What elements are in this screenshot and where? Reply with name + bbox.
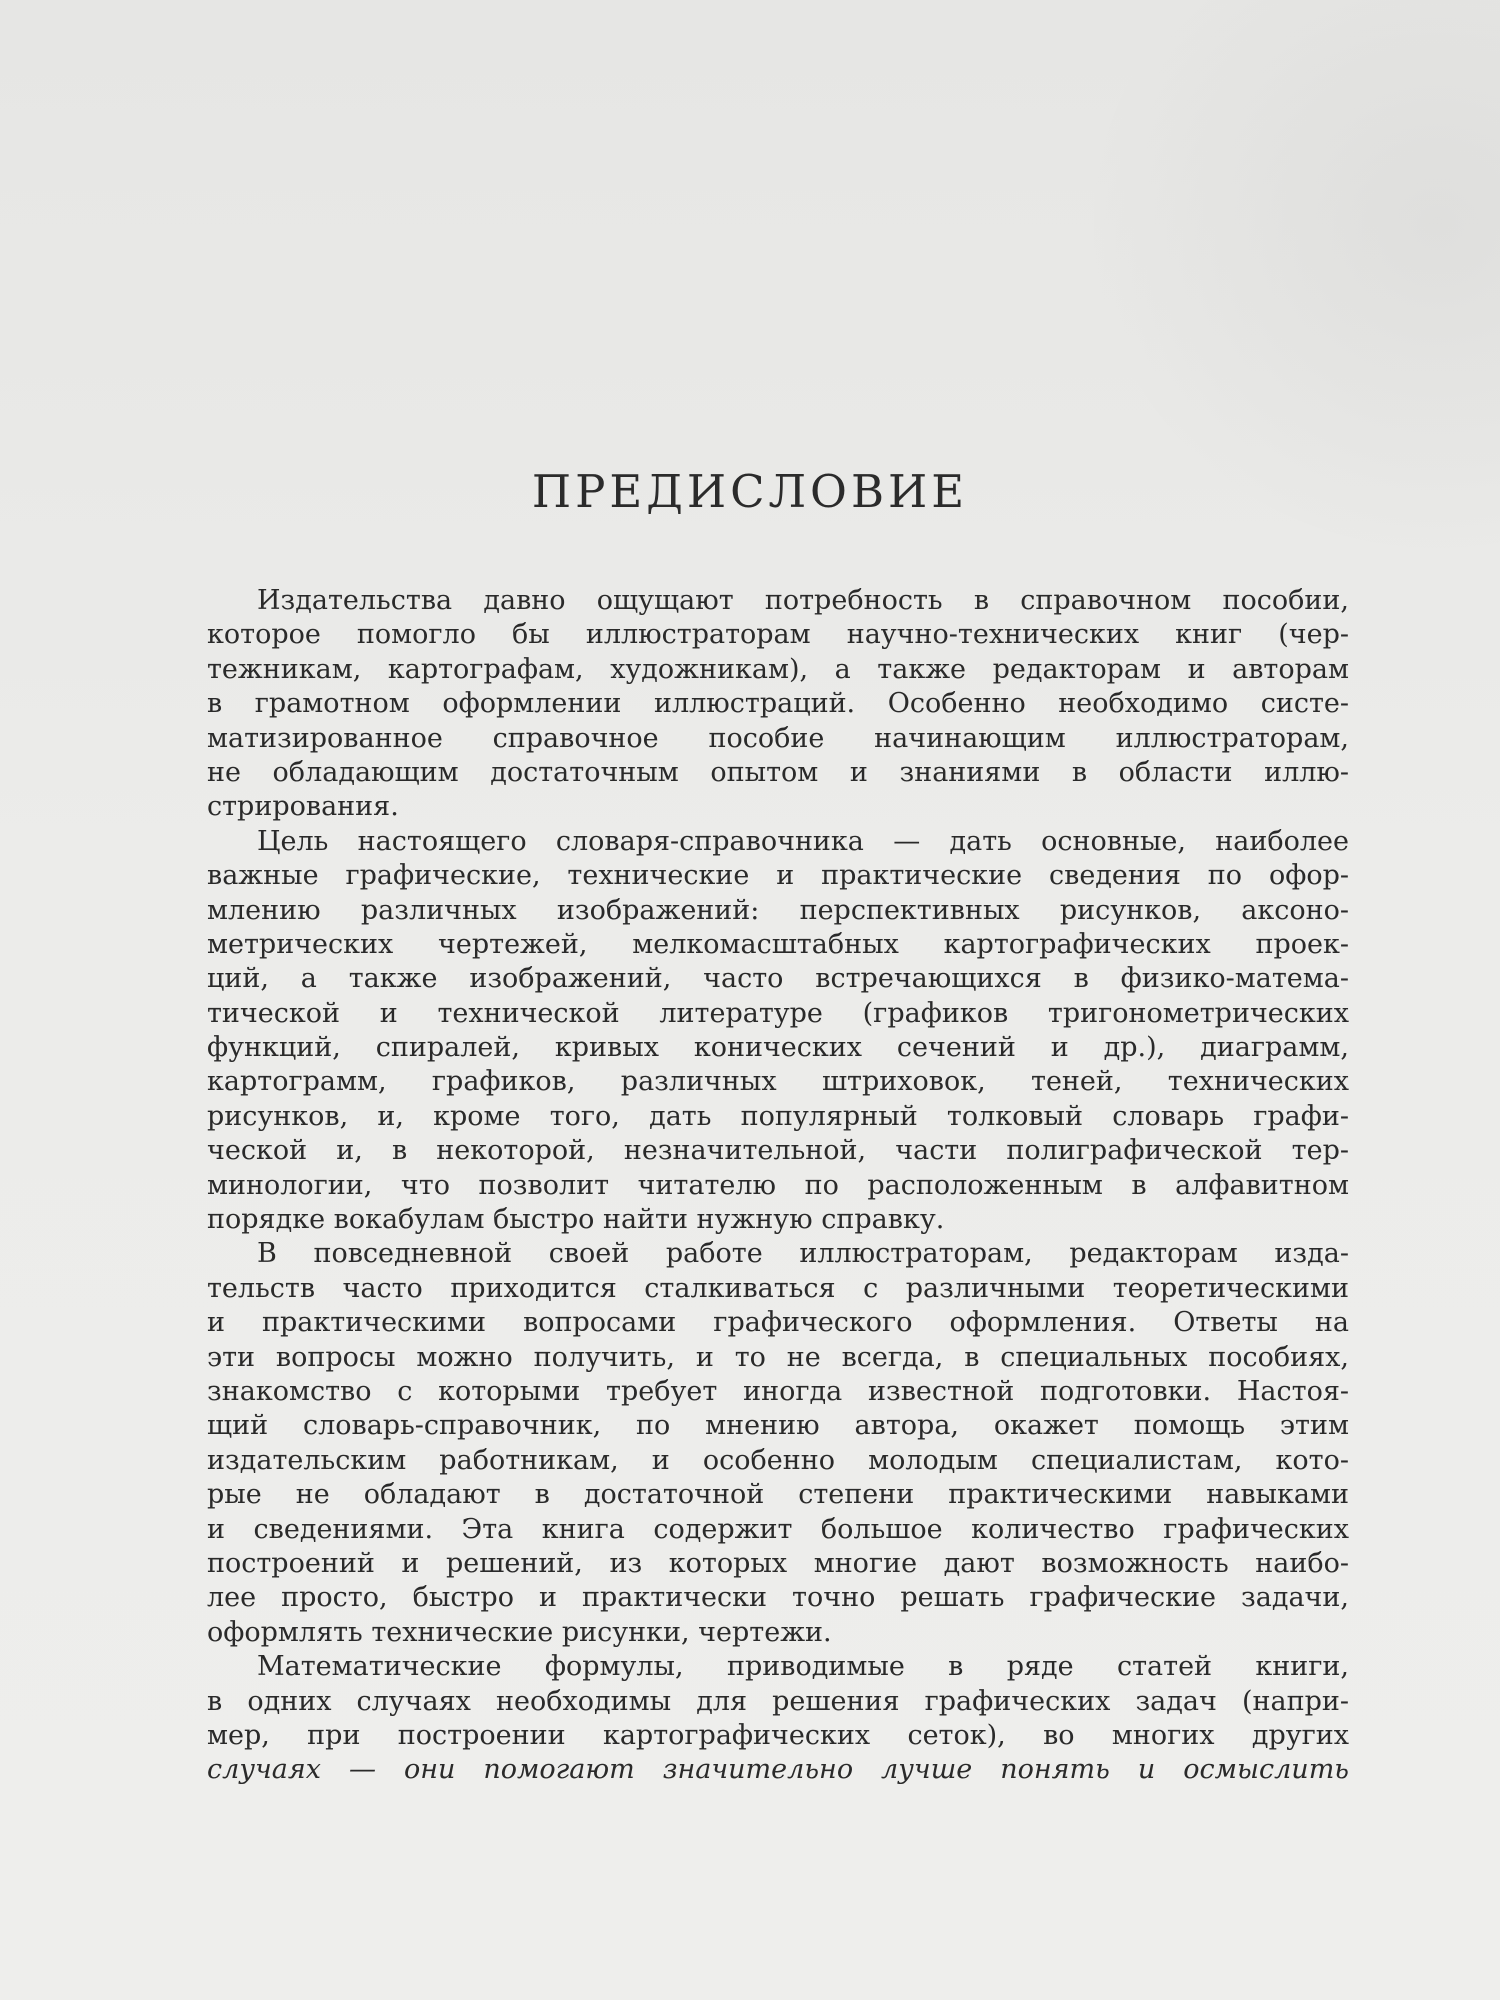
text-line: рисунков, и, кроме того, дать популярный толковый словарь графи- (207, 1100, 1349, 1132)
text-line: ческой и, в некоторой, незначительной, части полиграфической тер- (207, 1135, 1349, 1167)
text-line: млению различных изображений: перспективных рисунков, аксоно- (207, 894, 1349, 926)
text-line: минологии, что позволит читателю по расположенным в алфавитном (207, 1169, 1349, 1201)
text-line: в грамотном оформлении иллюстраций. Особенно необходимо систе- (207, 688, 1349, 720)
text-line: функций, спиралей, кривых конических сечений и др.), диаграмм, (207, 1032, 1349, 1064)
text-line: Математические формулы, приводимые в ряде статей книги, (257, 1651, 1349, 1683)
text-line: щий словарь-справочник, по мнению автора, окажет помощь этим (207, 1410, 1349, 1442)
text-line: которое помогло бы иллюстраторам научно-технических книг (чер- (207, 619, 1349, 651)
text-line: Цель настоящего словаря-справочника — дать основные, наиболее (257, 825, 1349, 857)
page-title: ПРЕДИСЛОВИЕ (531, 465, 969, 518)
text-line: в одних случаях необходимы для решения графических задач (напри- (207, 1685, 1349, 1717)
text-line: лее просто, быстро и практически точно решать графические задачи, (207, 1582, 1349, 1614)
text-line: стрирования. (207, 791, 399, 823)
text-line: важные графические, технические и практические сведения по офор- (207, 860, 1349, 892)
text-line: и сведениями. Эта книга содержит большое количество графических (207, 1513, 1349, 1545)
text-line: метрических чертежей, мелкомасштабных картографических проек- (207, 928, 1349, 960)
text-line: эти вопросы можно получить, и то не всегда, в специальных пособиях, (207, 1341, 1349, 1373)
text-line: тежникам, картографам, художникам), а также редакторам и авторам (207, 653, 1349, 685)
text-line: тической и технической литературе (графиков тригонометрических (207, 997, 1349, 1029)
text-line: издательским работникам, и особенно молодым специалистам, кото- (207, 1444, 1349, 1476)
paragraph-4 (207, 1650, 1349, 1788)
text-line: знакомство с которыми требует иногда известной подготовки. Настоя- (207, 1375, 1349, 1407)
paragraph-3 (207, 1237, 1349, 1650)
paragraph-2 (207, 825, 1349, 1238)
text-line: не обладающим достаточным опытом и знаниями в области иллю- (207, 756, 1349, 788)
text-line: построений и решений, из которых многие дают возможность наибо- (207, 1547, 1349, 1579)
text-line: Издательства давно ощущают потребность в справочном пособии, (257, 585, 1349, 616)
text-line: рые не обладают в достаточной степени практическими навыками (207, 1479, 1349, 1511)
text-line: случаях — они помогают значительно лучше понять и осмыслить (207, 1754, 1349, 1786)
text-line: оформлять технические рисунки, чертежи. (207, 1616, 832, 1648)
preface-body (207, 584, 1349, 1788)
paragraph-1 (207, 584, 1349, 825)
text-line: мер, при построении картографических сеток), во многих других (207, 1719, 1349, 1751)
text-line: матизированное справочное пособие начинающим иллюстраторам, (207, 722, 1349, 754)
text-line: ций, а также изображений, часто встречающихся в физико-матема- (207, 963, 1349, 995)
text-line: и практическими вопросами графического оформления. Ответы на (207, 1307, 1349, 1339)
text-line: В повседневной своей работе иллюстраторам, редакторам изда- (257, 1238, 1349, 1270)
text-line: картограмм, графиков, различных штриховок, теней, технических (207, 1066, 1349, 1098)
text-line: порядке вокабулам быстро найти нужную справку. (207, 1204, 945, 1236)
text-line: тельств часто приходится сталкиваться с различными теоретическими (207, 1272, 1349, 1304)
